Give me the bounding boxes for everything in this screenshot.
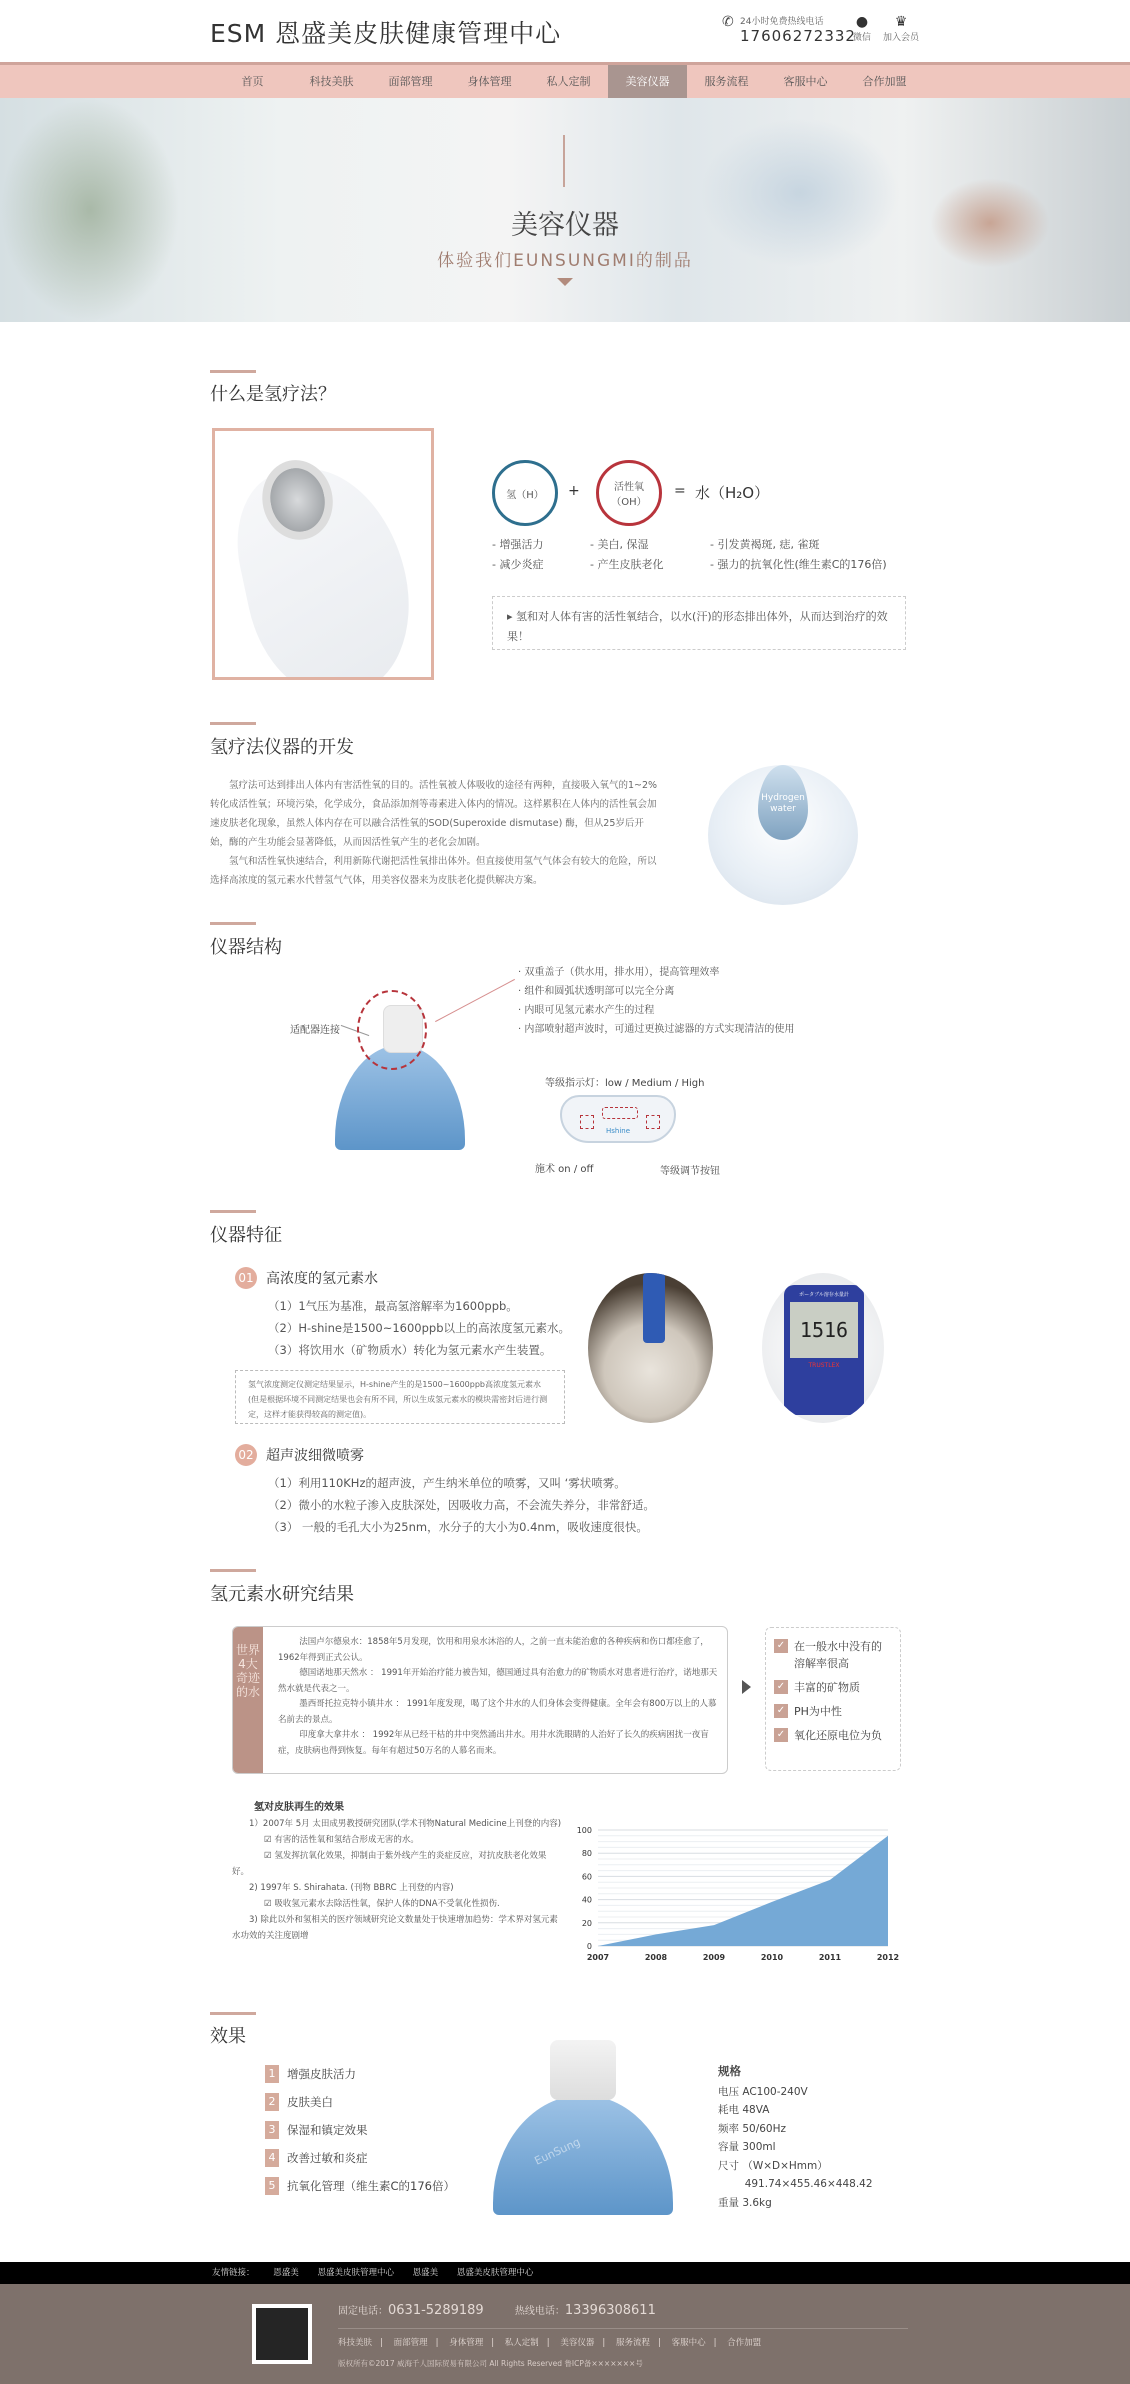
footer-nav-link[interactable]: 身体管理 <box>449 2338 484 2348</box>
section-title-hydrotherapy: 什么是氢疗法？ <box>210 384 336 405</box>
section-accent <box>210 2012 256 2015</box>
feature-number: 01 <box>235 1267 257 1289</box>
device-cap <box>550 2040 616 2100</box>
section-title-effects: 效果 <box>210 2026 246 2047</box>
friend-link[interactable]: 恩盛美皮肤管理中心 <box>317 2268 394 2278</box>
paragraph: 氢气和活性氧快速结合，利用新陈代谢把活性氧排出体外。但直接使用氢气气体会有较大的危险，所以选择高浓度的氢元素水代替氢气气体，用美容仪器来为皮肤老化提供解决方案。 <box>210 856 657 886</box>
check-icon: ✓ <box>774 1728 788 1742</box>
research-line: ☑ 吸收氢元素水去除活性氧，保护人体的DNA不受氧化性损伤. <box>264 1899 500 1909</box>
meter-probe <box>643 1273 665 1343</box>
section-accent <box>210 922 256 925</box>
feature-line: · 双重盖子（供水用，排水用），提高管理效率 <box>518 967 720 978</box>
feature-line: （2）H-shine是1500~1600ppb以上的高浓度氢元素水。 <box>268 1321 571 1335</box>
friend-link[interactable]: 恩盛美皮肤管理中心 <box>456 2268 534 2278</box>
effect-item <box>265 2121 455 2139</box>
note-box <box>492 596 906 650</box>
benefit: - 增强活力 <box>492 538 544 551</box>
effect-number: 1 <box>265 2065 279 2083</box>
benefit: - 美白, 保湿 <box>590 538 649 551</box>
site-footer <box>0 2284 1130 2384</box>
product-image <box>212 428 434 680</box>
benefit: - 引发黄褐斑, 痣, 雀斑 <box>710 538 820 551</box>
oh-formula: （OH） <box>611 497 647 508</box>
indicator-label: 等级指示灯：low / Medium / High <box>545 1078 705 1089</box>
qr-code <box>252 2304 312 2364</box>
watermark: EunSung <box>532 2135 583 2168</box>
research-line: ☑ 有害的活性氧和氢结合形成无害的水。 <box>264 1835 419 1845</box>
y-tick-label: 100 <box>576 1826 592 1835</box>
miracle-water-box <box>232 1626 728 1774</box>
measurement-note: 氢气浓度测定仪测定结果显示，H-shine产生的是1500~1600ppb高浓度氢元素水(但是根据环境不同测定结果也会有所不同，所以生成氢元素水的模块需密封后进行测定，这样才能获得较高的测定值)。 <box>235 1370 565 1424</box>
nav-home[interactable]: 首页 <box>241 75 264 88</box>
effect-text: 增强皮肤活力 <box>287 2067 356 2081</box>
effect-item <box>265 2093 455 2111</box>
fixed-phone: 0631-5289189 <box>388 2303 484 2318</box>
banner-subtitle: 体验我们EUNSUNGMI的制品 <box>437 251 693 271</box>
copyright: 版权所有©2017 威海千人国际贸易有限公司 All Rights Reserved 鲁ICP备×××××××号 <box>338 2359 643 2368</box>
effect-number: 5 <box>265 2177 279 2195</box>
effect-number: 3 <box>265 2121 279 2139</box>
spec-row: 重量 3.6kg <box>718 2196 772 2209</box>
benefit: - 减少炎症 <box>492 558 544 571</box>
feature-line: （3）将饮用水（矿物质水）转化为氢元素水产生装置。 <box>268 1343 552 1357</box>
footer-hotline: 13396308611 <box>564 2303 656 2318</box>
research-title: 氢对皮肤再生的效果 <box>254 1802 344 1813</box>
nav-tech-skin[interactable]: 科技美肤 <box>309 75 354 88</box>
effect-item <box>265 2149 455 2167</box>
x-tick-label: 2010 <box>760 1953 784 1962</box>
check-icon: ✓ <box>774 1639 788 1653</box>
footer-nav-link[interactable]: 面部管理 <box>393 2338 428 2348</box>
effect-text: 改善过敏和炎症 <box>287 2151 368 2165</box>
effect-item <box>265 2065 455 2083</box>
check-icon: ✓ <box>774 1704 788 1718</box>
banner-title: 美容仪器 <box>511 210 619 241</box>
benefit: - 产生皮肤老化 <box>590 558 664 571</box>
adapter-label: 适配器连接 <box>290 1025 340 1036</box>
x-tick-label: 2009 <box>702 1953 726 1962</box>
spec-row: 耗电 48VA <box>718 2104 770 2116</box>
property: 丰富的矿物质 <box>794 1681 860 1694</box>
research-line: ☑ 氢发挥抗氧化效果，抑制由于紫外线产生的炎症反应，对抗皮肤老化效果好。 <box>232 1851 547 1877</box>
hotline-label: 热线电话： <box>514 2306 565 2317</box>
effect-item <box>265 2177 455 2195</box>
meter-label: ポータブル溶存水量計 <box>799 1292 849 1298</box>
note-text: 氢和对人体有害的活性氧结合，以水(汗)的形态排出体外，从而达到治疗的效果！ <box>507 610 888 643</box>
property: PH为中性 <box>794 1705 842 1718</box>
nav-process[interactable]: 服务流程 <box>704 75 749 88</box>
x-tick-label: 2012 <box>876 1953 900 1962</box>
wechat-button[interactable] <box>842 14 882 43</box>
section-title-research: 氢元素水研究结果 <box>210 1584 354 1605</box>
spec-row: 491.74×455.46×448.42 <box>718 2178 873 2190</box>
feature-line: （2）微小的水粒子渗入皮肤深处，因吸收力高，不会流失养分，非常舒适。 <box>268 1498 655 1512</box>
research-line: 1）2007年 5月 太田成男教授研究团队(学术刊物Natural Medicine上刊登的内容) <box>249 1819 562 1829</box>
phone-icon: ✆ <box>722 14 734 30</box>
effect-text: 皮肤美白 <box>287 2095 333 2109</box>
divider <box>338 2328 908 2329</box>
equals-sign: = <box>674 483 686 499</box>
wechat-icon: ● <box>855 14 869 30</box>
effect-number: 4 <box>265 2149 279 2167</box>
research-line: 2) 1997年 S. Shirahata. (刊物 BBRC 上刊登的内容) <box>249 1883 454 1893</box>
nav-face[interactable]: 面部管理 <box>388 75 433 88</box>
effect-number: 2 <box>265 2093 279 2111</box>
footer-nav-link[interactable]: 私人定制 <box>504 2338 539 2348</box>
member-label: 加入会员 <box>882 33 919 43</box>
miracle-item: 印度拿大拿井水 ： 1992年从已经干枯的井中突然涌出井水。用井水洗眼睛的人治好了长久的疾病困扰一夜盲症，皮肤病也得到恢复。每年有超过50万名的人慕名而来。 <box>278 1730 709 1756</box>
nav-custom[interactable]: 私人定制 <box>546 75 591 88</box>
feature-lines <box>268 1295 570 1361</box>
y-tick-label: 20 <box>581 1918 592 1928</box>
down-arrow-icon <box>557 278 573 286</box>
x-tick-label: 2008 <box>644 1953 668 1962</box>
section-accent <box>210 1210 256 1213</box>
research-text <box>232 1800 562 1944</box>
site-logo[interactable]: ESM 恩盛美皮肤健康管理中心 <box>210 19 562 48</box>
area-series <box>598 1836 888 1946</box>
section-accent <box>210 370 256 373</box>
miracle-item: 法国卢尔德泉水：1858年5月发现，饮用和用泉水沐浴的人，之前一直未能治愈的各种疾病和伤口都痊愈了，1962年得到正式公认。 <box>278 1637 709 1663</box>
effects-list <box>265 2065 455 2205</box>
development-text <box>210 776 662 890</box>
footer-nav-link[interactable]: 科技美肤 <box>338 2338 373 2348</box>
footer-nav: 科技美肤 | 面部管理 | 身体管理 | 私人定制 | 美容仪器 | 服务流程 | 客服中心 | 合作加盟 <box>338 2338 762 2348</box>
water-formula: 水（H₂O） <box>695 484 770 502</box>
footer-nav-link[interactable]: 客服中心 <box>671 2338 706 2348</box>
footer-nav-link[interactable]: 合作加盟 <box>727 2338 762 2348</box>
y-tick-label: 40 <box>581 1895 592 1905</box>
device-product-image <box>493 2095 673 2215</box>
spec-list <box>718 2062 873 2212</box>
spec-row: 频率 50/60Hz <box>718 2122 787 2135</box>
play-arrow-icon <box>742 1680 751 1694</box>
meter-brand: TRUSTLEX <box>808 1362 840 1369</box>
feature-title: 高浓度的氢元素水 <box>266 1271 378 1287</box>
check-icon: ✓ <box>774 1680 788 1694</box>
friend-link[interactable]: 恩盛美 <box>412 2268 439 2278</box>
oh-label: 活性氧 <box>614 482 644 493</box>
benefit-col-2 <box>590 535 663 575</box>
fixed-phone-label: 固定电话： <box>338 2306 388 2317</box>
links-label: 友情链接： <box>212 2268 255 2278</box>
feature-line: （1）1气压为基准，最高氢溶解率为1600ppb。 <box>268 1299 518 1313</box>
oh-circle <box>596 460 662 526</box>
level-button <box>646 1115 660 1129</box>
wechat-label: 微信 <box>852 33 871 43</box>
miracle-item: 墨西哥托拉克特小镇井水 ： 1991年度发现，喝了这个井水的人们身体会变得健康。全年会有800万以上的人慕名前去的景点。 <box>278 1699 717 1725</box>
indicator-lights <box>602 1107 638 1119</box>
friend-links <box>0 2262 1130 2284</box>
crown-icon: ♛ <box>894 14 908 30</box>
structure-features <box>518 963 794 1039</box>
paragraph: 氢疗法可达到排出人体内有害活性氧的目的。活性氧被人体吸收的途径有两种，直接吸入氧气的1~2%转化成活性氧；环境污染，化学成分，食品添加剂等毒素进入体内的情况。这样累积在人体内的活性氧会加速皮肤老化现象，虽然人体内存在可以融合活性氧的SOD(Superoxide dismutase) 酶，但从25岁后开始，酶的产生功能会显著降低，从而因活性氧产生的老化会加剧。 <box>210 780 658 848</box>
property: 在一般水中没有的溶解率很高 <box>794 1640 882 1670</box>
hotline <box>740 14 856 45</box>
y-tick-label: 80 <box>581 1849 592 1859</box>
miracle-text <box>278 1635 718 1759</box>
miracle-item: 德国诺地那天然水 ： 1991年开始治疗能力被告知，德国通过具有治愈力的矿物质水对患者进行治疗，诺地那天然水就是代表之一。 <box>278 1668 718 1694</box>
join-member-button[interactable] <box>881 14 921 43</box>
onoff-label: 施术 on / off <box>535 1164 594 1175</box>
feature-line: · 组件和圆弧状透明部可以完全分离 <box>518 986 675 997</box>
pointer-arrow <box>435 979 515 1022</box>
footer-nav-link[interactable]: 美容仪器 <box>560 2338 595 2348</box>
hydrogen-label: 氢（H） <box>506 489 544 501</box>
effect-text: 保湿和镇定效果 <box>287 2123 368 2137</box>
meter-body <box>784 1285 864 1415</box>
friend-link[interactable]: 恩盛美 <box>273 2268 299 2278</box>
divider <box>563 135 565 187</box>
section-accent <box>210 1569 256 1572</box>
meter-reading: 1516 <box>790 1302 858 1358</box>
feature-title: 超声波细微喷雾 <box>266 1448 364 1464</box>
footer-nav-link[interactable]: 服务流程 <box>615 2338 650 2348</box>
hydrogen-water-image <box>708 765 858 905</box>
hotline-label: 24小时免费热线电话 <box>740 17 824 27</box>
feature-lines <box>268 1472 655 1538</box>
contact-phones <box>338 2302 656 2318</box>
y-tick-label: 0 <box>586 1942 592 1951</box>
spec-row: 容量 300ml <box>718 2141 776 2153</box>
power-button <box>580 1115 594 1129</box>
main-nav <box>0 62 1130 98</box>
spec-row: 电压 AC100-240V <box>718 2085 808 2098</box>
section-title-structure: 仪器结构 <box>210 937 282 958</box>
meter-photo <box>762 1273 884 1423</box>
hero-banner <box>0 98 1130 322</box>
feature-line: （3） 一般的毛孔大小为25nm，水分子的大小为0.4nm，吸收速度很快。 <box>268 1520 648 1534</box>
control-panel-image <box>560 1095 676 1143</box>
section-accent <box>210 722 256 725</box>
miracle-side-label: 世界4大奇迹的水 <box>233 1627 263 1774</box>
nav-service[interactable]: 客服中心 <box>783 75 828 88</box>
x-tick-label: 2007 <box>586 1953 610 1962</box>
benefit-col-3 <box>710 535 887 575</box>
feature-line: （1）利用110KHz的超声波，产生纳米单位的喷雾，又叫 ‘雾状喷雾。 <box>268 1476 626 1490</box>
research-growth-chart <box>570 1808 900 1968</box>
nav-franchise[interactable]: 合作加盟 <box>862 75 907 88</box>
site-header <box>0 0 1130 62</box>
hotline-number: 17606272332 <box>740 27 856 45</box>
x-tick-label: 2011 <box>818 1953 842 1962</box>
highlight-circle <box>357 990 427 1070</box>
section-title-features: 仪器特征 <box>210 1225 282 1246</box>
brand-logo: Hshine <box>606 1127 631 1135</box>
benefit-col-1 <box>492 535 543 575</box>
property: 氧化还原电位为负 <box>794 1729 882 1742</box>
triangle-icon: ▸ <box>507 610 517 623</box>
y-tick-label: 60 <box>581 1872 592 1882</box>
section-title-development: 氢疗法仪器的开发 <box>210 737 354 758</box>
water-properties <box>765 1627 901 1771</box>
plus-sign: + <box>568 483 580 499</box>
drop-label: Hydrogen water <box>758 765 808 840</box>
feature-number: 02 <box>235 1444 257 1466</box>
hydrogen-circle <box>492 460 558 526</box>
level-button-label: 等级调节按钮 <box>660 1166 720 1177</box>
spec-row: 尺寸 （W×D×Hmm） <box>718 2159 828 2172</box>
measurement-photo <box>588 1273 713 1423</box>
nav-instruments[interactable]: 美容仪器 <box>608 65 687 98</box>
feature-line: · 内眼可见氢元素水产生的过程 <box>518 1005 655 1016</box>
feature-line: · 内部喷射超声波时，可通过更换过滤器的方式实现清洁的使用 <box>518 1024 795 1035</box>
effect-text: 抗氧化管理（维生素C的176倍） <box>287 2179 455 2193</box>
nav-body[interactable]: 身体管理 <box>467 75 512 88</box>
research-line: 3) 除此以外和氢相关的医疗领域研究论文数量处于快速增加趋势：学术界对氢元素水功效的关注度剧增 <box>232 1915 558 1941</box>
benefit: - 强力的抗氧化性(维生素C的176倍) <box>710 558 887 571</box>
spec-title: 规格 <box>718 2064 741 2078</box>
